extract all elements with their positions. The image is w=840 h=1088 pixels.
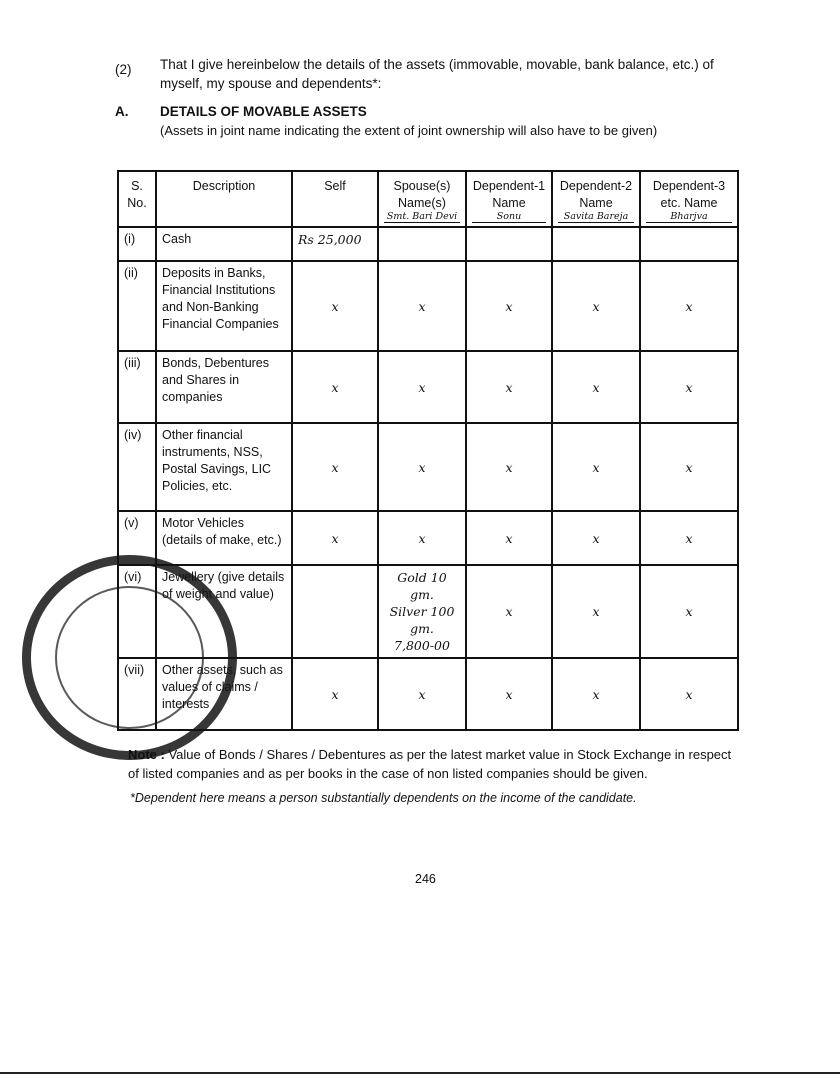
cross-mark: x (466, 423, 552, 511)
row-sno: (vii) (118, 658, 156, 730)
cross-mark: x (292, 423, 378, 511)
cross-mark: x (292, 261, 378, 351)
cell-spouse (378, 227, 466, 261)
header-dep2-label: Dependent-2 Name (559, 179, 633, 210)
section-title: DETAILS OF MOVABLE ASSETS (160, 104, 367, 119)
intro-paragraph: That I give hereinbelow the details of the assets (immovable, movable, bank balance, etc.) of myself, my spouse and dependents*: (160, 57, 714, 91)
header-spouse-label: Spouse(s) Name(s) (393, 179, 451, 210)
row-description: Cash (156, 227, 292, 261)
cell-dep3 (640, 227, 738, 261)
cell-dep2 (552, 227, 640, 261)
cross-mark: x (466, 565, 552, 658)
footnote: *Dependent here means a person substantially dependents on the income of the candidate. (130, 791, 637, 805)
header-dependent-1 (466, 171, 552, 227)
cross-mark: x (552, 658, 640, 730)
row-sno: (ii) (118, 261, 156, 351)
header-dep1-label: Dependent-1 Name (472, 179, 546, 210)
row-sno: (v) (118, 511, 156, 565)
bottom-rule (0, 1072, 840, 1074)
cross-mark: x (466, 351, 552, 423)
table-row (118, 511, 738, 565)
cross-mark: x (378, 261, 466, 351)
cross-mark: x (378, 351, 466, 423)
cross-mark: x (378, 423, 466, 511)
dep1-name-handwritten: Sonu (472, 212, 546, 223)
cross-mark: x (466, 511, 552, 565)
cross-mark: x (552, 511, 640, 565)
header-sno: S. No. (118, 171, 156, 227)
page-number: 246 (415, 872, 436, 886)
section-letter: A. (115, 104, 129, 119)
cross-mark: x (640, 423, 738, 511)
cross-mark: x (378, 511, 466, 565)
jewellery-silver: Silver 100 gm. (389, 604, 455, 636)
jewellery-value: 7,800-00 (394, 638, 450, 653)
cross-mark: x (640, 658, 738, 730)
section-subtitle: (Assets in joint name indicating the extent of joint ownership will also have to be given) (160, 123, 658, 138)
table-header-row (118, 171, 738, 227)
cross-mark: x (292, 511, 378, 565)
row-description: Jewellery (give details of weight and value) (156, 565, 292, 658)
cross-mark: x (466, 261, 552, 351)
table-row (118, 423, 738, 511)
table-row (118, 351, 738, 423)
note (128, 745, 743, 783)
row-description: Motor Vehicles (details of make, etc.) (156, 511, 292, 565)
cash-self-value: Rs 25,000 (292, 227, 378, 261)
cross-mark: x (552, 423, 640, 511)
header-dependent-3 (640, 171, 738, 227)
dep3-name-handwritten: Bharjva (646, 212, 732, 223)
row-description: Deposits in Banks, Financial Institutions and Non-Banking Financial Companies (156, 261, 292, 351)
table-row (118, 227, 738, 261)
cell-self (292, 565, 378, 658)
cross-mark: x (552, 351, 640, 423)
row-description: Bonds, Debentures and Shares in companies (156, 351, 292, 423)
row-sno: (iii) (118, 351, 156, 423)
cross-mark: x (466, 658, 552, 730)
spouse-name-handwritten: Smt. Bari Devi (384, 212, 460, 223)
row-sno: (iv) (118, 423, 156, 511)
row-description: Other financial instruments, NSS, Postal Savings, LIC Policies, etc. (156, 423, 292, 511)
header-self: Self (292, 171, 378, 227)
cross-mark: x (292, 658, 378, 730)
cross-mark: x (640, 351, 738, 423)
row-sno: (i) (118, 227, 156, 261)
header-dependent-2 (552, 171, 640, 227)
official-seal-stamp (22, 555, 237, 760)
cross-mark: x (640, 261, 738, 351)
paragraph-number: (2) (115, 62, 132, 77)
cross-mark: x (640, 511, 738, 565)
cross-mark: x (552, 261, 640, 351)
header-description: Description (156, 171, 292, 227)
seal-inner-ring (55, 586, 204, 729)
row-sno: (vi) (118, 565, 156, 658)
cross-mark: x (292, 351, 378, 423)
cross-mark: x (378, 658, 466, 730)
header-spouse (378, 171, 466, 227)
note-text: Value of Bonds / Shares / Debentures as per the latest market value in Stock Exchange in respect of listed companies and as per books in the case of non listed companies should be given. (128, 747, 732, 781)
cross-mark: x (640, 565, 738, 658)
note-label: Note : (128, 747, 165, 762)
row-description: Other assets, such as values of claims / interests (156, 658, 292, 730)
cell-dep1 (466, 227, 552, 261)
header-dep3-label: Dependent-3 etc. Name (652, 179, 726, 210)
dep2-name-handwritten: Savita Bareja (558, 212, 634, 223)
cross-mark: x (552, 565, 640, 658)
jewellery-spouse-details (378, 565, 466, 658)
jewellery-gold: Gold 10 gm. (397, 570, 447, 602)
table-row (118, 261, 738, 351)
